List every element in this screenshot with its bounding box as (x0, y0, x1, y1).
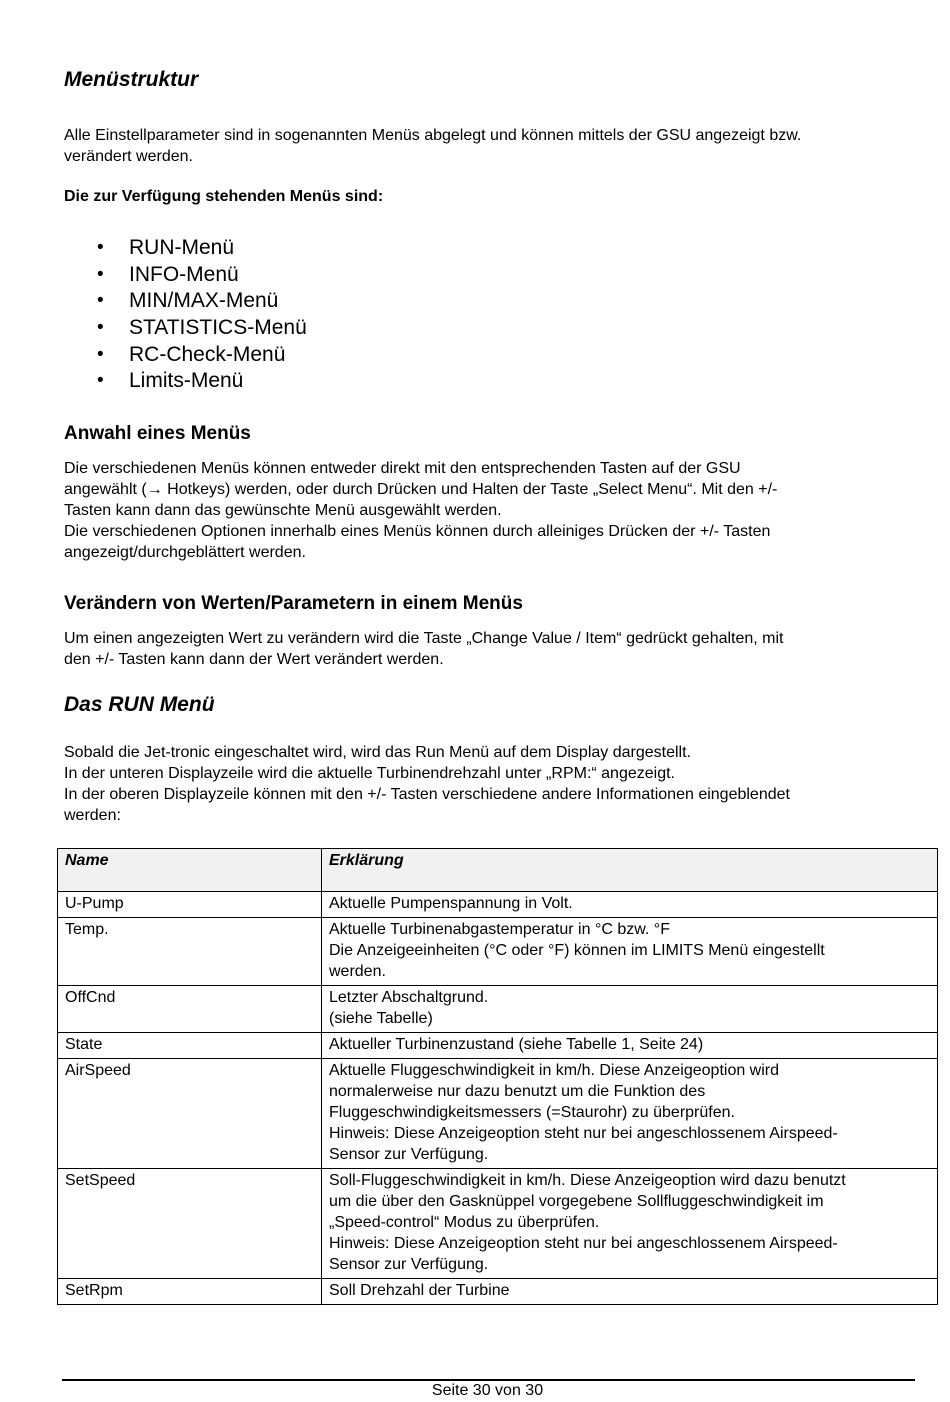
text-line: werden. (329, 963, 386, 980)
text-line: Hinweis: Diese Anzeigeoption steht nur bei angeschlossenem Airspeed- (329, 1235, 838, 1252)
intro-paragraph (64, 125, 801, 167)
header-name: Name (58, 849, 322, 892)
header-explanation: Erklärung (322, 849, 938, 892)
text-line: verändert werden. (64, 148, 193, 165)
table-header-row (58, 849, 938, 892)
text-line: Aktuelle Turbinenabgastemperatur in °C bzw. °F (329, 921, 670, 938)
cell-explanation (322, 1279, 938, 1305)
list-item: • INFO-Menü (64, 262, 307, 289)
cell-explanation (322, 918, 938, 986)
cell-explanation (322, 1033, 938, 1059)
cell-name: U-Pump (58, 892, 322, 918)
text-line: Hinweis: Diese Anzeigeoption steht nur bei angeschlossenem Airspeed- (329, 1125, 838, 1142)
list-item: • STATISTICS-Menü (64, 315, 307, 342)
cell-name: Temp. (58, 918, 322, 986)
cell-explanation (322, 1169, 938, 1279)
table-row (58, 1033, 938, 1059)
list-item: • RUN-Menü (64, 235, 307, 262)
cell-explanation (322, 986, 938, 1033)
text-line: Die Anzeigeeinheiten (°C oder °F) können im LIMITS Menü eingestellt (329, 942, 825, 959)
table-row (58, 1059, 938, 1169)
text-line: „Speed-control“ Modus zu überprüfen. (329, 1214, 600, 1231)
footer-divider (62, 1379, 915, 1381)
cell-explanation (322, 892, 938, 918)
run-menu-table (57, 848, 938, 1305)
text-line: Fluggeschwindigkeitsmessers (=Staurohr) zu überprüfen. (329, 1104, 735, 1121)
text-line: angewählt (→ Hotkeys) werden, oder durch Drücken und Halten der Taste „Select Menu“. Mit den +/- (64, 481, 778, 498)
text-line: Soll Drehzahl der Turbine (329, 1282, 510, 1299)
run-menu-paragraph (64, 742, 790, 826)
text-line: den +/- Tasten kann dann der Wert verändert werden. (64, 651, 444, 668)
cell-name: SetRpm (58, 1279, 322, 1305)
list-item: • Limits-Menü (64, 368, 307, 395)
cell-name: AirSpeed (58, 1059, 322, 1169)
text-line: Die verschiedenen Optionen innerhalb eines Menüs können durch alleiniges Drücken der +/- Tasten (64, 523, 771, 540)
text-line: In der unteren Displayzeile wird die aktuelle Turbinendrehzahl unter „RPM:“ angezeigt. (64, 765, 675, 782)
text-line: normalerweise nur dazu benutzt um die Funktion des (329, 1083, 706, 1100)
table-row (58, 1279, 938, 1305)
text-line: In der oberen Displayzeile können mit den +/- Tasten verschiedene andere Informationen eingeblendet (64, 786, 790, 803)
table-row (58, 986, 938, 1033)
table-row (58, 918, 938, 986)
heading-menustruktur: Menüstruktur (64, 68, 199, 91)
heading-anwahl: Anwahl eines Menüs (64, 423, 251, 444)
heading-run-menu: Das RUN Menü (64, 693, 215, 716)
cell-name: OffCnd (58, 986, 322, 1033)
text-line: Aktuelle Pumpenspannung in Volt. (329, 895, 573, 912)
text-line: Die verschiedenen Menüs können entweder direkt mit den entsprechenden Tasten auf der GSU (64, 460, 741, 477)
text-line: Sensor zur Verfügung. (329, 1146, 489, 1163)
menu-list (64, 235, 307, 395)
anwahl-paragraph (64, 458, 777, 563)
cell-explanation (322, 1059, 938, 1169)
text-line: Sensor zur Verfügung. (329, 1256, 489, 1273)
veraendern-paragraph (64, 628, 784, 670)
text-line: Soll-Fluggeschwindigkeit in km/h. Diese Anzeigeoption wird dazu benutzt (329, 1172, 846, 1189)
text-line: Letzter Abschaltgrund. (329, 989, 489, 1006)
table-row (58, 892, 938, 918)
text-line: Tasten kann dann das gewünschte Menü ausgewählt werden. (64, 502, 502, 519)
text-line: um die über den Gasknüppel vorgegebene Sollfluggeschwindigkeit im (329, 1193, 824, 1210)
page-number: Seite 30 von 30 (431, 1382, 544, 1399)
list-item: • MIN/MAX-Menü (64, 288, 307, 315)
text-line: werden: (64, 807, 121, 824)
cell-name: State (58, 1033, 322, 1059)
text-line: Um einen angezeigten Wert zu verändern wird die Taste „Change Value / Item“ gedrückt gehalten, mit (64, 630, 784, 647)
list-item: • RC-Check-Menü (64, 342, 307, 369)
text-line: angezeigt/durchgeblättert werden. (64, 544, 306, 561)
table-row (58, 1169, 938, 1279)
cell-name: SetSpeed (58, 1169, 322, 1279)
menu-list-heading: Die zur Verfügung stehenden Menüs sind: (64, 188, 384, 205)
text-line: Sobald die Jet-tronic eingeschaltet wird, wird das Run Menü auf dem Display dargestellt. (64, 744, 691, 761)
text-line: Aktueller Turbinenzustand (siehe Tabelle 1, Seite 24) (329, 1036, 704, 1053)
text-line: Alle Einstellparameter sind in sogenannten Menüs abgelegt und können mittels der GSU angezeigt bzw. (64, 127, 802, 144)
text-line: (siehe Tabelle) (329, 1010, 433, 1027)
heading-veraendern: Verändern von Werten/Parametern in einem Menüs (64, 593, 523, 614)
text-line: Aktuelle Fluggeschwindigkeit in km/h. Diese Anzeigeoption wird (329, 1062, 780, 1079)
